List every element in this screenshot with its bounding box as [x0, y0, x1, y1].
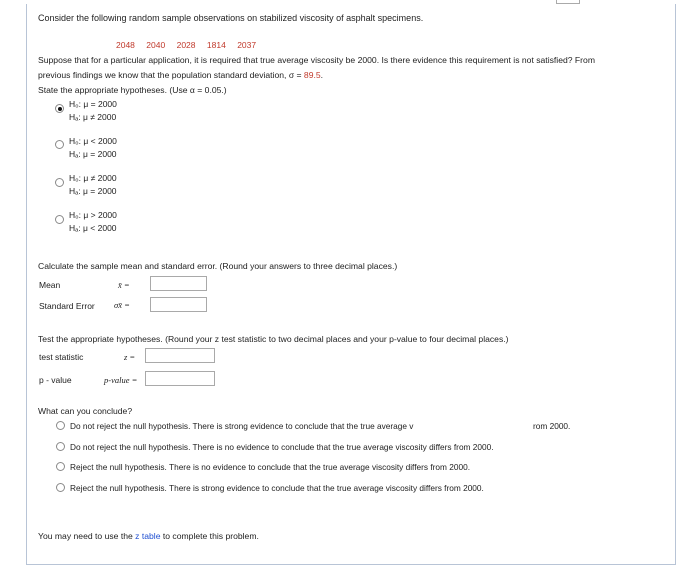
p-value-input[interactable]	[145, 371, 215, 386]
ha-text: Hₐ: μ = 2000	[69, 149, 117, 159]
hypothesis-radio-2[interactable]	[55, 140, 64, 149]
setup-text-2-end: .	[320, 70, 324, 80]
conclusion-option-1-tail: rom 2000.	[533, 421, 571, 431]
conclusion-radio-1[interactable]	[56, 421, 65, 430]
h0-text: H₀: μ > 2000	[69, 210, 117, 220]
conclusion-radio-3[interactable]	[56, 462, 65, 471]
hypothesis-option-3	[69, 172, 117, 198]
hypothesis-option-2	[69, 135, 117, 161]
conclusion-question: What can you conclude?	[38, 406, 133, 416]
h0-text: H₀: μ ≠ 2000	[69, 173, 117, 183]
footer-text	[38, 531, 259, 541]
setup-text-2	[38, 70, 323, 80]
conclusion-option-3: Reject the null hypothesis. There is no evidence to conclude that the true average viscosity differs from 2000.	[70, 462, 471, 472]
sample-value: 2048	[116, 40, 135, 50]
conclusion-option-2: Do not reject the null hypothesis. There is no evidence to conclude that the true average viscosity differs from 2000.	[70, 442, 494, 452]
standard-error-symbol: σx̄ =	[114, 300, 130, 310]
mean-input[interactable]	[150, 276, 207, 291]
sigma-value: 89.5	[303, 70, 321, 80]
conclusion-radio-2[interactable]	[56, 442, 65, 451]
p-value-label: p - value	[39, 375, 72, 385]
h0-text: H₀: μ < 2000	[69, 136, 117, 146]
mean-symbol: x̄ =	[118, 280, 130, 290]
sample-value: 2037	[237, 40, 257, 50]
test-statistic-label: test statistic	[39, 352, 84, 362]
standard-error-label: Standard Error	[39, 301, 95, 311]
intro-text: Consider the following random sample observations on stabilized viscosity of asphalt specimens.	[38, 13, 424, 23]
sample-values	[116, 40, 265, 50]
ha-text: Hₐ: μ ≠ 2000	[69, 112, 117, 122]
test-instruction: Test the appropriate hypotheses. (Round your z test statistic to two decimal places and your p-value to four decimal places.)	[38, 334, 509, 344]
hypothesis-option-1	[69, 98, 117, 124]
z-statistic-input[interactable]	[145, 348, 215, 363]
hypothesis-radio-1[interactable]	[55, 104, 64, 113]
standard-error-input[interactable]	[150, 297, 207, 312]
sample-value: 2040	[146, 40, 166, 50]
conclusion-option-4: Reject the null hypothesis. There is strong evidence to conclude that the true average viscosity differs from 2000.	[70, 483, 484, 493]
z-symbol: z =	[124, 352, 136, 362]
state-hypotheses-text: State the appropriate hypotheses. (Use α = 0.05.)	[38, 85, 227, 95]
setup-text-1: Suppose that for a particular application, it is required that true average viscosity be 2000. Is there evidence this requirement is not satisfied? From	[38, 55, 595, 65]
mean-label: Mean	[39, 280, 61, 290]
z-table-link[interactable]: z table	[135, 531, 161, 541]
ha-text: Hₐ: μ < 2000	[69, 223, 117, 233]
hypothesis-radio-3[interactable]	[55, 178, 64, 187]
footer-text-end: to complete this problem.	[160, 531, 259, 541]
ha-text: Hₐ: μ = 2000	[69, 186, 117, 196]
sample-stats-instruction: Calculate the sample mean and standard error. (Round your answers to three decimal places.)	[38, 261, 398, 271]
sample-value: 2028	[176, 40, 196, 50]
conclusion-radio-4[interactable]	[56, 483, 65, 492]
p-value-symbol: p-value =	[104, 375, 138, 385]
h0-text: H₀: μ = 2000	[69, 99, 117, 109]
setup-text-2-lead: previous findings we know that the population standard deviation, σ =	[38, 70, 304, 80]
sample-value: 1814	[206, 40, 226, 50]
conclusion-option-1: Do not reject the null hypothesis. There is strong evidence to conclude that the true average v	[70, 421, 414, 431]
footer-text-lead: You may need to use the	[38, 531, 136, 541]
hypothesis-option-4	[69, 209, 117, 235]
hypothesis-radio-4[interactable]	[55, 215, 64, 224]
